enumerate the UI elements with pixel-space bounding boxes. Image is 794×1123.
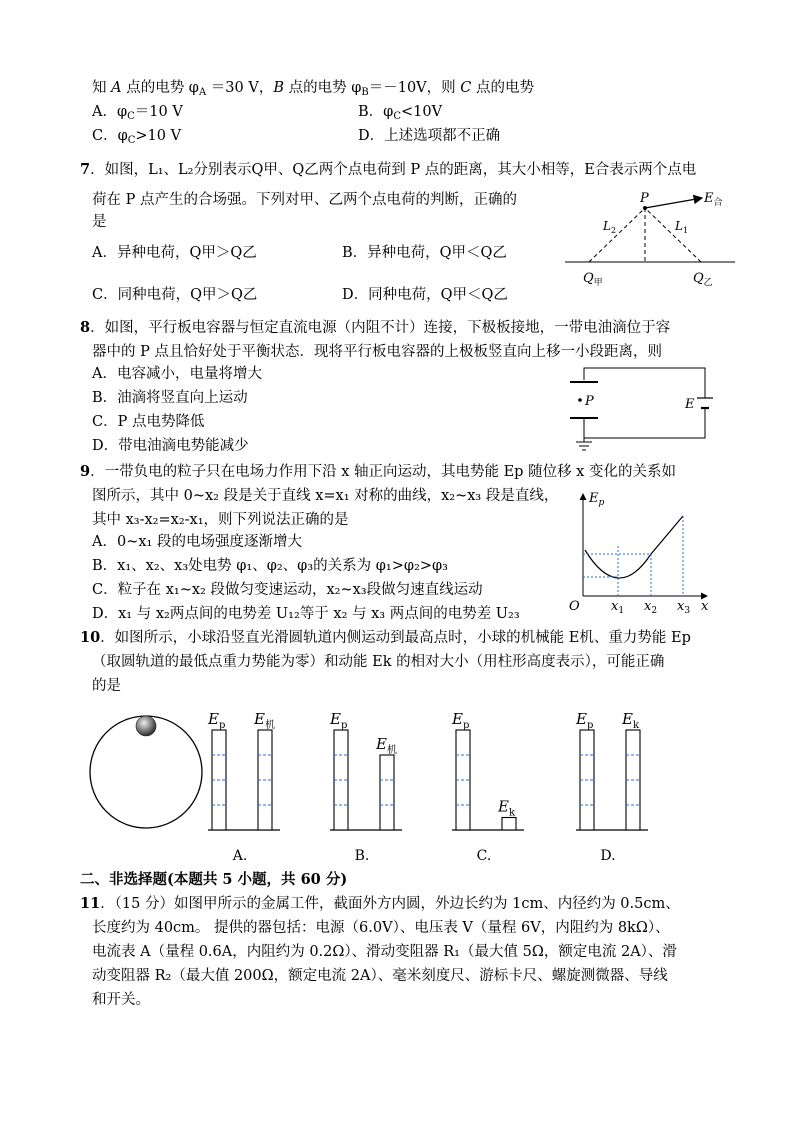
q9-label-x-axis: x (701, 599, 709, 614)
q10-panel-a-bar-2-label: $E_机$ (254, 710, 275, 731)
q11-line2: 长度约为 40cm。 提供的器包括：电源（6.0V）、电压表 V（量程 6V，内阻约为 8kΩ）、 (92, 920, 670, 936)
q8-option-b: B．油滴将竖直向上运动 (92, 390, 248, 406)
q10-panel-d-option-label: D. (600, 848, 616, 864)
q7-line3: 是 (92, 214, 107, 230)
q9-figure (565, 486, 715, 618)
q7-field-arrow (645, 198, 702, 208)
q9-option-a: A．0~x₁ 段的电场强度逐渐增大 (92, 534, 302, 550)
q7-label-qb: $Q_乙$ (693, 271, 713, 288)
q9-option-d: D．x₁ 与 x₂两点间的电势差 U₁₂等于 x₂ 与 x₃ 两点间的电势差 U₂₃ (92, 606, 520, 622)
q9-line3: 其中 x₃-x₂=x₂-x₁，则下列说法正确的是 (92, 512, 349, 528)
q10-panel-c-bar-1-label: $E_p$ (452, 710, 470, 731)
q10-panel-b-bar-2 (380, 755, 394, 830)
q10-panel-c-bar-2-label: $E_k$ (498, 797, 516, 819)
q9-label-origin: O (569, 599, 580, 614)
q10-bar-charts (200, 700, 660, 868)
q7-label-l1: $L_1$ (675, 219, 689, 235)
q10-panel-a-option-label: A. (232, 848, 248, 864)
q9-ep-curve (585, 516, 683, 578)
q10-line1: 10．如图所示，小球沿竖直光滑圆轨道内侧运动到最高点时，小球的机械能 E机、重力势能 Ep (80, 629, 691, 646)
q10-panel-b-option-label: B. (354, 848, 370, 864)
q8-figure (560, 362, 720, 454)
q8-label-p: P (585, 394, 594, 409)
q10-panel-b-bar-1-label: $E_p$ (330, 710, 348, 731)
q8-label-e: E (685, 397, 695, 412)
q9-option-c: C．粒子在 x₁~x₂ 段做匀变速运动，x₂~x₃段做匀速直线运动 (92, 582, 483, 598)
q11-line1: 11．（15 分）如图甲所示的金属工件，截面外方内圆，外边长约为 1cm、内径约为 0.5cm、 (80, 895, 680, 912)
q7-point-p (643, 206, 647, 210)
q8-line1: 8．如图，平行板电容器与恒定直流电源（内阻不计）连接，下极板接地，一带电油滴位于容 (80, 319, 671, 336)
q6-option-c: C．$\varphi_C>10$ V (92, 128, 182, 146)
q10-line3: 的是 (92, 678, 121, 694)
section-2-title: 二、非选择题(本题共 5 小题，共 60 分) (80, 871, 348, 888)
q7-line2: 荷在 P 点产生的合场强。下列对甲、乙两个点电荷的判断，正确的 (92, 192, 517, 208)
q6-option-a: A．$\varphi_C=10$ V (92, 104, 183, 122)
q8-option-d: D．带电油滴电势能减少 (92, 438, 249, 454)
q7-line-L1 (645, 208, 701, 262)
q7-option-b: B．异种电荷，Q甲＜Q乙 (342, 245, 507, 261)
q11-line4: 动变阻器 R₂（最大值 200Ω，额定电流 2A）、毫米刻度尺、游标卡尺、螺旋测微器、导线 (92, 968, 668, 984)
q8-option-c: C．P 点电势降低 (92, 414, 205, 430)
q8-option-a: A．电容减小，电量将增大 (92, 366, 262, 382)
q7-label-qa: $Q_甲$ (583, 271, 603, 288)
q7-option-a: A．异种电荷，Q甲＞Q乙 (92, 245, 257, 261)
q7-figure (565, 186, 735, 290)
q7-option-d: D．同种电荷，Q甲＜Q乙 (342, 287, 508, 303)
q10-panel-c-bar-2 (502, 818, 516, 831)
q10-panel-a-bar-1-label: $E_p$ (208, 710, 226, 731)
q10-loop-figure (86, 708, 208, 832)
q11-line5: 和开关。 (92, 992, 150, 1008)
q11-line3: 电流表 A（量程 0.6A，内阻约为 0.2Ω）、滑动变阻器 R₁（最大值 5Ω，额定电流 2A）、滑 (92, 944, 677, 960)
q7-label-p: P (640, 191, 649, 206)
q10-panel-d-bar-1-label: $E_p$ (576, 710, 594, 731)
q7-option-c: C．同种电荷，Q甲＞Q乙 (92, 287, 258, 303)
q9-label-ep: $E_p$ (589, 491, 605, 508)
q9-option-b: B．x₁、x₂、x₃处电势 φ₁、φ₂、φ₃的关系为 φ₁>φ₂>φ₃ (92, 558, 448, 574)
q6-stem: 知 A 点的电势 $\varphi_A =30$ V，B 点的电势 $\varphi_B=-10V$，则 C 点的电势 (92, 80, 534, 98)
q7-line1: 7．如图，L₁、L₂分别表示Q甲、Q乙两个点电荷到 P 点的距离，其大小相等，E合表示两个点电 (80, 161, 697, 178)
q7-line-L2 (589, 208, 645, 262)
q9-line1: 9．一带负电的粒子只在电场力作用下沿 x 轴正向运动，其电势能 Ep 随位移 x 变化的关系如 (80, 463, 676, 480)
q9-label-x2: $x_2$ (644, 599, 658, 616)
q10-panel-b-bar-2-label: $E_机$ (376, 735, 397, 756)
q8-line2: 器中的 P 点且恰好处于平衡状态．现将平行板电容器的上极板竖直向上移一小段距离，则 (92, 344, 662, 360)
q10-panel-d-bar-2-label: $E_k$ (622, 710, 640, 731)
q9-label-x3: $x_3$ (677, 599, 691, 616)
q6-option-d: D．上述选项都不正确 (358, 128, 501, 144)
q7-label-l2: $L_2$ (603, 219, 617, 235)
q7-label-e: $E_合$ (704, 191, 723, 208)
q9-label-x1: $x_1$ (611, 599, 625, 616)
q10-line2: （取圆轨道的最低点重力势能为零）和动能 Ek 的相对大小（用柱形高度表示），可能正确 (92, 654, 665, 670)
q6-option-b: B．$\varphi_C<10V$ (358, 104, 443, 122)
q9-line2: 图所示，其中 0~x₂ 段是关于直线 x=x₁ 对称的曲线，x₂~x₃ 段是直线， (92, 488, 559, 504)
q10-panel-c-option-label: C. (476, 848, 492, 864)
q8-point-p (578, 398, 582, 402)
q10-ball (136, 716, 156, 736)
